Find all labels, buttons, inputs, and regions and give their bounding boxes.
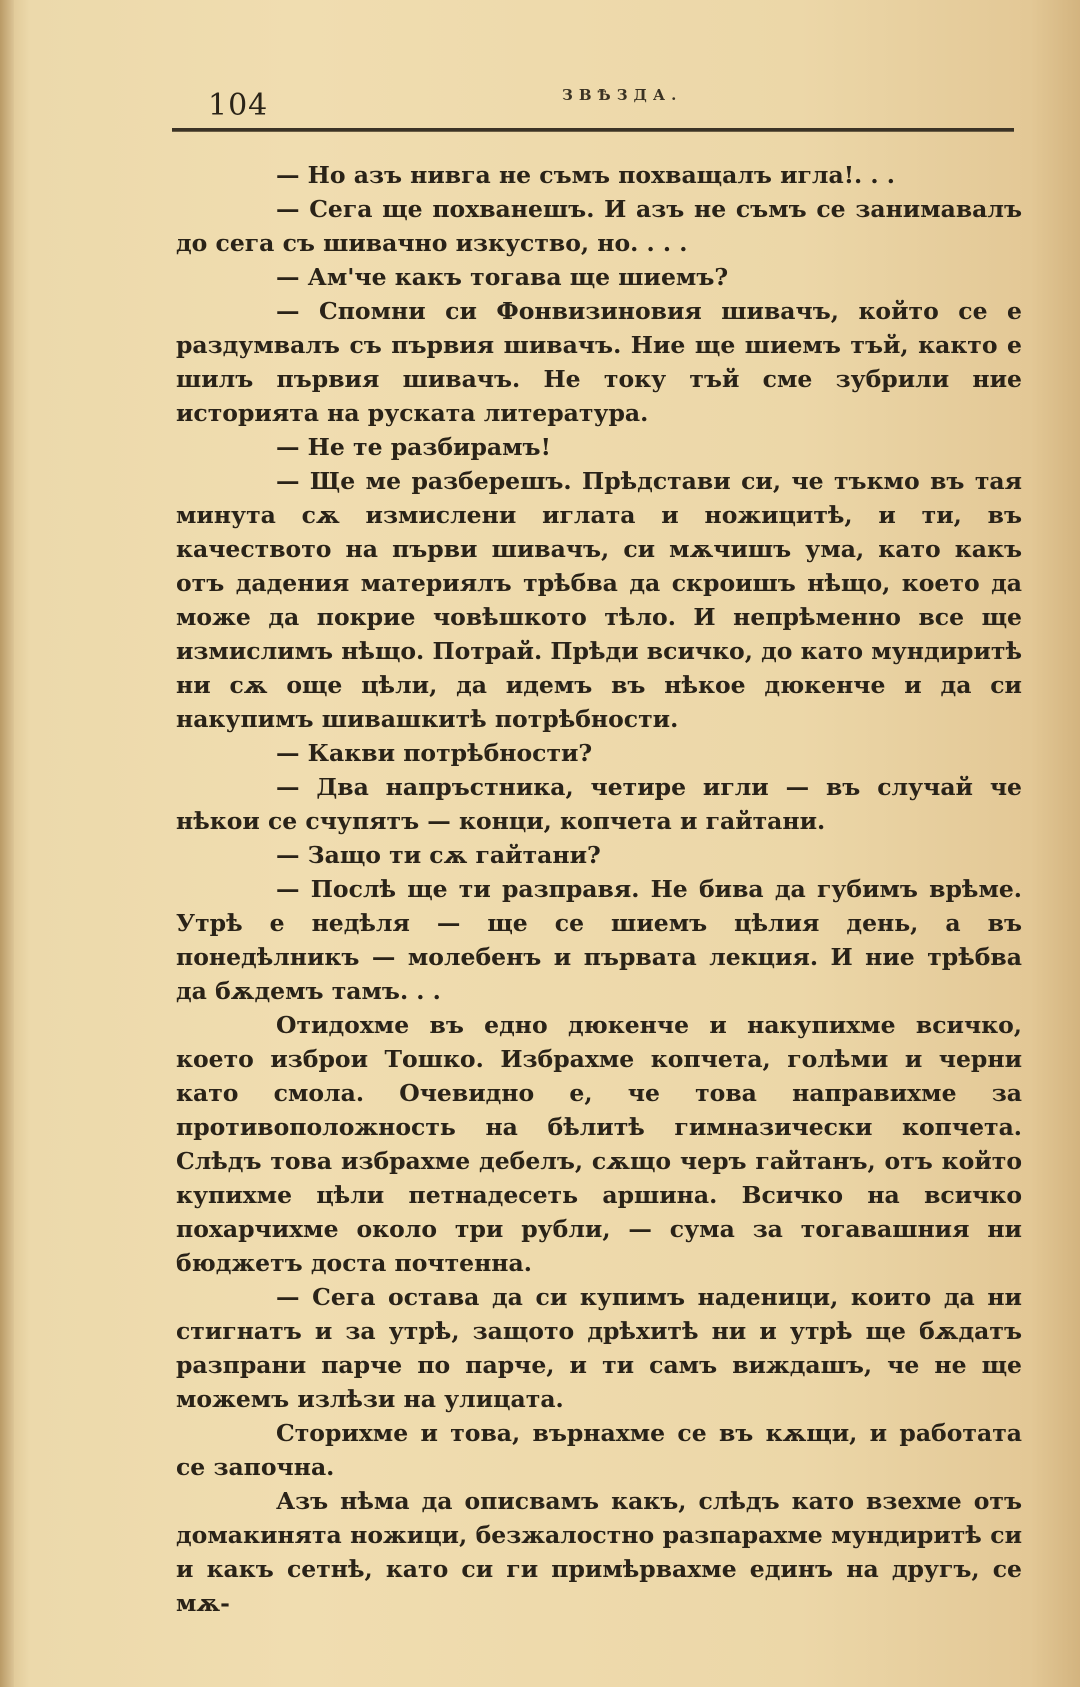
paragraph: — Спомни си Фонвизиновия шивачъ, който се е раздумвалъ съ първия шивачъ. Ние ще шиемъ тъй, както е шилъ първия шивачъ. Не току тъй сме зубрили ние историята на руската литература. [176,297,1022,427]
paragraph: — Защо ти сѫ гайтани? [276,841,601,869]
paragraph: — Послѣ ще ти разправя. Не бива да губимъ врѣме. Утрѣ е недѣля — ще се шиемъ цѣлия день, а въ понедѣлникъ — молебенъ и първата лекция. И ние трѣбва да бѫдемъ тамъ. . . [176,875,1022,1005]
body-text [176,158,1022,1620]
paragraph: — Сега ще похванешъ. И азъ не съмъ се занимавалъ до сега съ шивачно изкуство, но. . . . [176,195,1022,257]
running-title: ЗВѢЗДА. [562,86,683,104]
paragraph: — Какви потрѣбности? [276,739,593,767]
header-rule [172,128,1014,132]
page-header [172,82,1016,132]
paragraph: — Сега остава да си купимъ наденици, които да ни стигнатъ и за утрѣ, защото дрѣхитѣ ни и утрѣ ще бѫдатъ разпрани парче по парче, и ти самъ виждашъ, че не ще можемъ излѣзи на улицата. [176,1283,1022,1413]
page-number: 104 [208,88,269,123]
paragraph: — Ам'че какъ тогава ще шиемъ? [276,263,729,291]
paragraph: Сторихме и това, върнахме се въ кѫщи, и работата се започна. [176,1419,1022,1481]
paragraph: Азъ нѣма да описвамъ какъ, слѣдъ като взехме отъ домакинята ножици, безжалостно разпарахме мундиритѣ си и какъ сетнѣ, като си ги примѣрвахме единъ на другъ, се мѫ- [176,1487,1022,1617]
paragraph: — Ще ме разберешъ. Прѣдстави си, че тъкмо въ тая минута сѫ измислени иглата и ножицитѣ, и ти, въ качеството на първи шивачъ, си мѫчишъ ума, като какъ отъ дадения материялъ трѣбва да скроишъ нѣщо, което да може да покрие човѣшкото тѣло. И непрѣменно все ще измислимъ нѣщо. Потрай. Прѣди всичко, до като мундиритѣ ни сѫ още цѣли, да идемъ въ нѣкое дюкенче и да си накупимъ шивашкитѣ потрѣбности. [176,467,1022,733]
page-binding-edge [0,0,14,1687]
paragraph: — Два напръстника, четире игли — въ случай че нѣкои се счупятъ — конци, копчета и гайтани. [176,773,1022,835]
paragraph: — Не те разбирамъ! [276,433,551,461]
paragraph: — Но азъ нивга не съмъ похващалъ игла!. . . [276,161,895,189]
paragraph: Отидохме въ едно дюкенче и накупихме всичко, което изброи Тошко. Избрахме копчета, голѣми и черни като смола. Очевидно е, че това направихме за противоположность на бѣлитѣ гимназически копчета. Слѣдъ това избрахме дебелъ, сѫщо черъ гайтанъ, отъ който купихме цѣли петнадесеть аршина. Всичко на всичко похарчихме около три рубли, — сума за тогавашния ни бюджетъ доста почтенна. [176,1011,1022,1277]
